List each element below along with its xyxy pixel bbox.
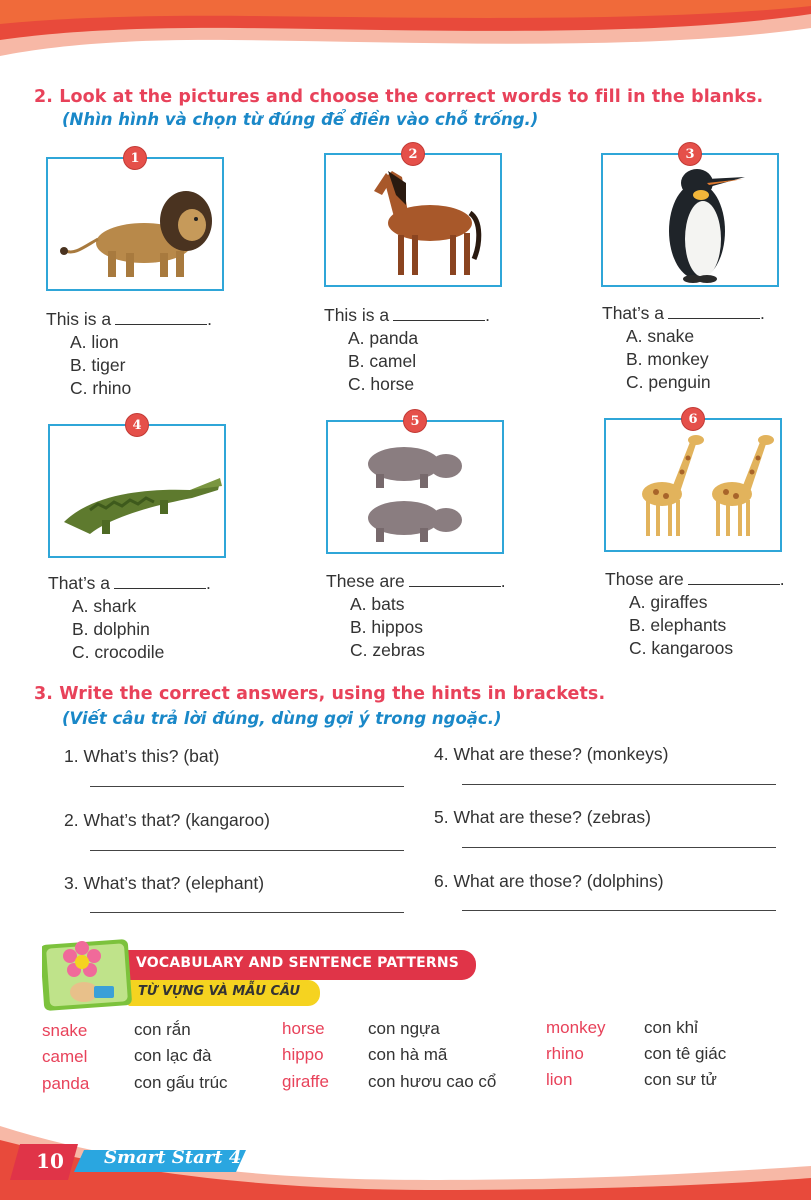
lion-illustration	[48, 159, 222, 289]
vocab-word: camel	[42, 1047, 88, 1066]
answer-line-1[interactable]	[90, 786, 404, 787]
question-stem: This is a	[46, 309, 112, 329]
exercise-2-title: 2. Look at the pictures and choose the correct words to fill in the blanks.	[34, 87, 764, 107]
answer-blank[interactable]	[115, 310, 207, 325]
vocab-word: rhino	[546, 1044, 584, 1063]
picture-card-crocodile	[48, 417, 226, 558]
question-4	[48, 572, 268, 664]
vocab-meaning: con rắn	[134, 1020, 191, 1039]
vocab-word: horse	[282, 1019, 325, 1038]
option-c[interactable]: C. zebras	[350, 640, 425, 660]
penguin-illustration	[603, 155, 777, 285]
option-b[interactable]: B. hippos	[350, 617, 423, 637]
top-swoosh-decoration	[0, 0, 811, 90]
option-c[interactable]: C. rhino	[70, 378, 132, 398]
item-number-badge: 2	[401, 142, 425, 166]
option-a[interactable]: A. panda	[348, 328, 419, 348]
item-number-badge: 3	[678, 142, 702, 166]
write-question-5: 5. What are these? (zebras)	[434, 807, 651, 827]
answer-blank[interactable]	[688, 570, 780, 585]
picture-card-lion	[46, 150, 224, 291]
item-number-badge: 4	[125, 413, 149, 437]
option-b[interactable]: B. tiger	[70, 355, 126, 375]
answer-line-5[interactable]	[462, 847, 776, 848]
answer-line-2[interactable]	[90, 850, 404, 851]
option-b[interactable]: B. dolphin	[72, 619, 150, 639]
question-stem: This is a	[324, 305, 390, 325]
option-a[interactable]: A. shark	[72, 596, 137, 616]
write-question-4: 4. What are these? (monkeys)	[434, 744, 669, 764]
option-c[interactable]: C. penguin	[626, 372, 711, 392]
brand-name: Smart Start 4	[104, 1147, 242, 1168]
picture-card-giraffes	[604, 411, 782, 552]
option-a[interactable]: A. lion	[70, 332, 119, 352]
question-stem: Those are	[605, 569, 684, 589]
stem-end: .	[500, 571, 506, 591]
answer-blank[interactable]	[114, 574, 206, 589]
stem-end: .	[207, 309, 213, 329]
write-question-2: 2. What’s that? (kangaroo)	[64, 810, 270, 830]
vocab-word: snake	[42, 1021, 88, 1040]
flower-mascot-icon	[42, 936, 136, 1012]
vocab-banner-subtitle: TỪ VỰNG VÀ MẪU CÂU	[138, 984, 301, 999]
item-number-badge: 5	[403, 409, 427, 433]
vocab-meaning: con hà mã	[368, 1045, 448, 1064]
page-number: 10	[36, 1149, 64, 1173]
option-a[interactable]: A. snake	[626, 326, 695, 346]
write-question-3: 3. What’s that? (elephant)	[64, 873, 265, 893]
stem-end: .	[779, 569, 785, 589]
answer-line-6[interactable]	[462, 910, 776, 911]
giraffes-illustration	[606, 420, 780, 550]
vocab-word: monkey	[546, 1018, 606, 1037]
vocab-meaning: con sư tử	[644, 1070, 717, 1089]
vocab-word: panda	[42, 1074, 90, 1093]
vocab-meaning: con hươu cao cổ	[368, 1072, 497, 1091]
option-c[interactable]: C. crocodile	[72, 642, 165, 662]
answer-blank[interactable]	[393, 306, 485, 321]
option-b[interactable]: B. camel	[348, 351, 417, 371]
picture-card-penguin	[601, 146, 779, 287]
option-c[interactable]: C. horse	[348, 374, 415, 394]
stem-end: .	[759, 303, 765, 323]
picture-card-horse	[324, 146, 502, 287]
question-stem: These are	[326, 571, 405, 591]
answer-blank[interactable]	[668, 304, 760, 319]
stem-end: .	[205, 573, 211, 593]
answer-blank[interactable]	[409, 572, 501, 587]
option-b[interactable]: B. elephants	[629, 615, 727, 635]
option-c[interactable]: C. kangaroos	[629, 638, 734, 658]
vocab-meaning: con gấu trúc	[134, 1073, 228, 1092]
exercise-3-title: 3. Write the correct answers, using the hints in brackets.	[34, 684, 606, 704]
write-question-6: 6. What are those? (dolphins)	[434, 871, 664, 891]
answer-line-4[interactable]	[462, 784, 776, 785]
item-number-badge: 6	[681, 407, 705, 431]
question-1	[46, 308, 266, 400]
vocab-word: hippo	[282, 1045, 324, 1064]
exercise-2-subtitle: (Nhìn hình và chọn từ đúng để điền vào chỗ trống.)	[62, 110, 539, 129]
question-2	[324, 304, 544, 396]
item-number-badge: 1	[123, 146, 147, 170]
exercise-3-subtitle: (Viết câu trả lời đúng, dùng gợi ý trong ngoặc.)	[62, 709, 502, 728]
answer-line-3[interactable]	[90, 912, 404, 913]
question-3	[602, 302, 811, 394]
option-a[interactable]: A. bats	[350, 594, 405, 614]
question-5	[326, 570, 546, 662]
vocab-meaning: con lạc đà	[134, 1046, 212, 1065]
option-b[interactable]: B. monkey	[626, 349, 709, 369]
vocab-meaning: con khỉ	[644, 1018, 698, 1037]
stem-end: .	[485, 305, 491, 325]
hippos-illustration	[328, 422, 502, 552]
vocab-word: giraffe	[282, 1072, 329, 1091]
vocab-banner-title: VOCABULARY AND SENTENCE PATTERNS	[136, 955, 460, 971]
horse-illustration	[326, 155, 500, 285]
question-6	[605, 568, 811, 660]
vocab-meaning: con ngựa	[368, 1019, 440, 1038]
crocodile-illustration	[50, 426, 224, 556]
question-stem: That’s a	[48, 573, 110, 593]
vocab-meaning: con tê giác	[644, 1044, 727, 1063]
picture-card-hippos	[326, 413, 504, 554]
vocab-word: lion	[546, 1070, 573, 1089]
option-a[interactable]: A. giraffes	[629, 592, 708, 612]
question-stem: That’s a	[602, 303, 664, 323]
write-question-1: 1. What’s this? (bat)	[64, 746, 220, 766]
